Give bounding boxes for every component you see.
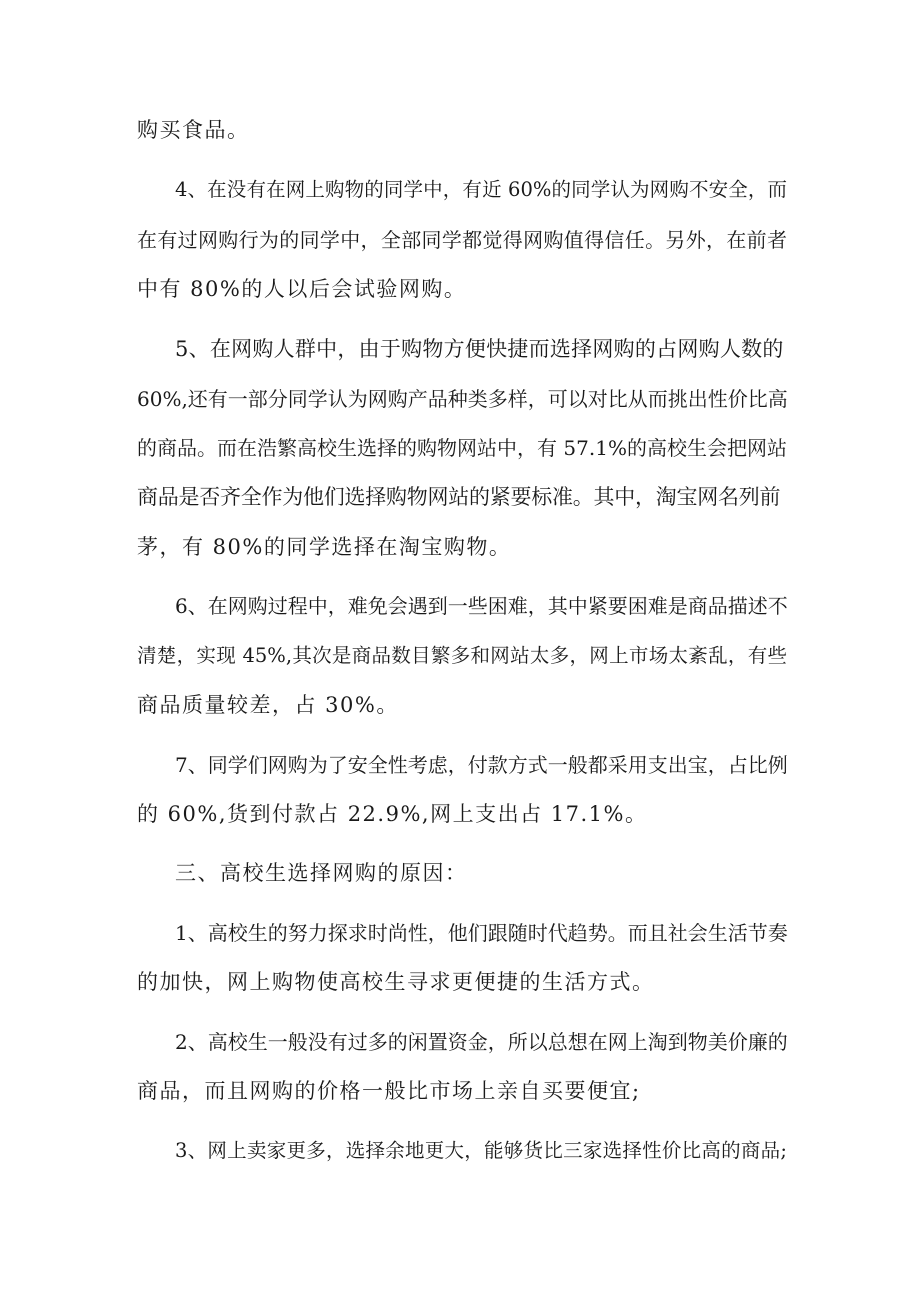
text-line: 购买食品。 [137, 118, 250, 142]
text-line: 2、高校生一般没有过多的闲置资金，所以总想在网上淘到物美价廉的 [175, 1030, 788, 1054]
text-line: 商品，而且网购的价格一般比市场上亲自买要便宜; [137, 1079, 641, 1103]
text-line: 商品是否齐全作为他们选择购物网站的紧要标准。其中，淘宝网名列前 [137, 485, 781, 509]
text-line: 的商品。而在浩繁高校生选择的购物网站中，有 57.1%的高校生会把网站 [137, 436, 787, 460]
text-line: 3、网上卖家更多，选择余地更大，能够货比三家选择性价比高的商品; [175, 1139, 787, 1162]
text-line: 4、在没有在网上购物的同学中，有近 60%的同学认为网购不安全，而 [175, 178, 787, 201]
text-line: 在有过网购行为的同学中，全部同学都觉得网购值得信任。另外，在前者 [137, 228, 787, 252]
text-line: 7、同学们网购为了安全性考虑，付款方式一般都采用支出宝，占比例 [175, 753, 788, 777]
text-line: 茅，有 80%的同学选择在淘宝购物。 [137, 535, 512, 559]
text-line: 清楚，实现 45%,其次是商品数目繁多和网站太多，网上市场太紊乱，有些 [137, 644, 787, 667]
text-line: 商品质量较差，占 30%。 [137, 693, 399, 717]
text-line: 5、在网购人群中，由于购物方便快捷而选择网购的占网购人数的 [175, 337, 784, 361]
section-heading: 三、高校生选择网购的原因： [175, 861, 468, 885]
text-line: 1、高校生的努力探求时尚性，他们跟随时代趋势。而且社会生活节奏 [175, 921, 788, 945]
text-line: 的加快，网上购物使高校生寻求更便捷的生活方式。 [137, 970, 655, 994]
text-line: 的 60%,货到付款占 22.9%,网上支出占 17.1%。 [137, 802, 648, 826]
text-line: 6、在网购过程中，难免会遇到一些困难，其中紧要困难是商品描述不 [175, 594, 788, 618]
text-line: 中有 80%的人以后会试验网购。 [137, 277, 467, 301]
text-line: 60%,还有一部分同学认为网购产品种类多样，可以对比从而挑出性价比高 [137, 387, 788, 411]
